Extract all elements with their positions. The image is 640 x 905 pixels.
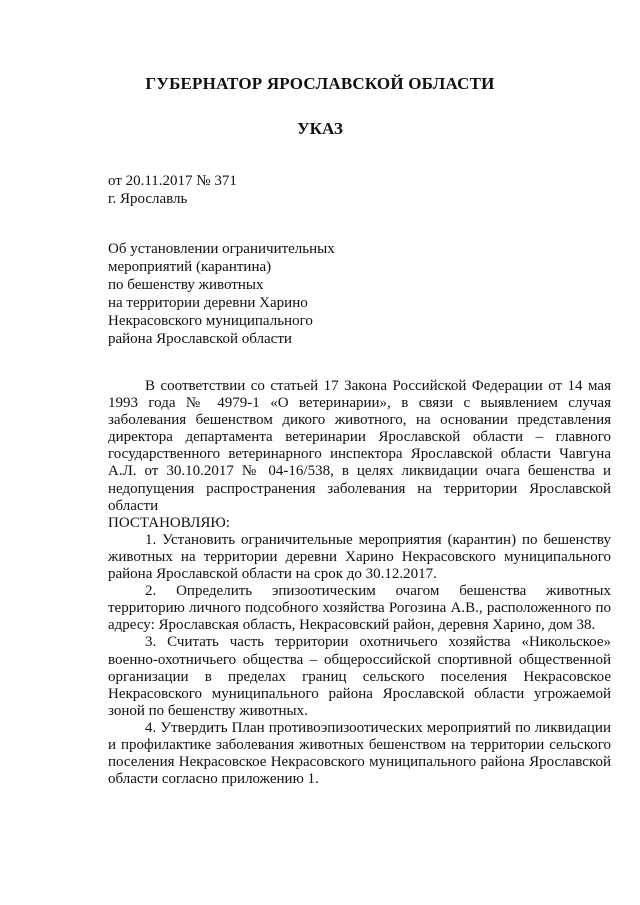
subject-line: района Ярославской области bbox=[108, 331, 292, 347]
item-paragraph-3: 3. Считать часть территории охотничьего хозяйства «Никольское» военно-охотничьего общества – общероссийской спортивной общественной организации в пределах границ сельского поселения Некрасовское Некрасовского муниципального района Ярославской области угрожаемой зоной по бешенству животных. bbox=[108, 634, 611, 719]
document-subject bbox=[108, 240, 335, 348]
document-body bbox=[108, 378, 611, 788]
preamble-paragraph: В соответствии со статьей 17 Закона Российской Федерации от 14 мая 1993 года № 4979-1 «О ветеринарии», в связи с выявлением случая заболевания бешенством дикого животного, на основании представления директора департамента ветеринарии Ярославской области – главного государственного ветеринарного инспектора Ярославской области Чавгуна А.Л. от 30.10.2017 № 04-16/538, в целях ликвидации очага бешенства и недопущения распространения заболевания на территории Ярославской области bbox=[108, 378, 611, 514]
item-paragraph-2: 2. Определить эпизоотическим очагом бешенства животных территорию личного подсобного хозяйства Рогозина А.В., расположенного по адресу: Ярославская область, Некрасовский район, деревня Харино, дом 38. bbox=[108, 583, 611, 634]
resolve-heading: ПОСТАНОВЛЯЮ: bbox=[108, 514, 230, 531]
item-paragraph-4: 4. Утвердить План противоэпизоотических мероприятий по ликвидации и профилактике заболевания животных бешенством на территории сельского поселения Некрасовское Некрасовского муниципального района Ярославской области согласно приложению 1. bbox=[108, 719, 611, 788]
city: г. Ярославль bbox=[108, 191, 188, 207]
subject-line: по бешенству животных bbox=[108, 277, 264, 293]
subject-line: на территории деревни Харино bbox=[108, 295, 308, 311]
document-type: УКАЗ bbox=[297, 119, 343, 138]
issuer-title: ГУБЕРНАТОР ЯРОСЛАВСКОЙ ОБЛАСТИ bbox=[145, 74, 495, 93]
document-meta bbox=[108, 172, 237, 208]
subject-line: Некрасовского муниципального bbox=[108, 313, 313, 329]
date-number: от 20.11.2017 № 371 bbox=[108, 173, 237, 189]
subject-line: Об установлении ограничительных bbox=[108, 241, 335, 257]
subject-line: мероприятий (карантина) bbox=[108, 259, 272, 275]
item-paragraph-1: 1. Установить ограничительные мероприятия (карантин) по бешенству животных на территории деревни Харино Некрасовского муниципального района Ярославской области на срок до 30.12.2017. bbox=[108, 531, 611, 583]
